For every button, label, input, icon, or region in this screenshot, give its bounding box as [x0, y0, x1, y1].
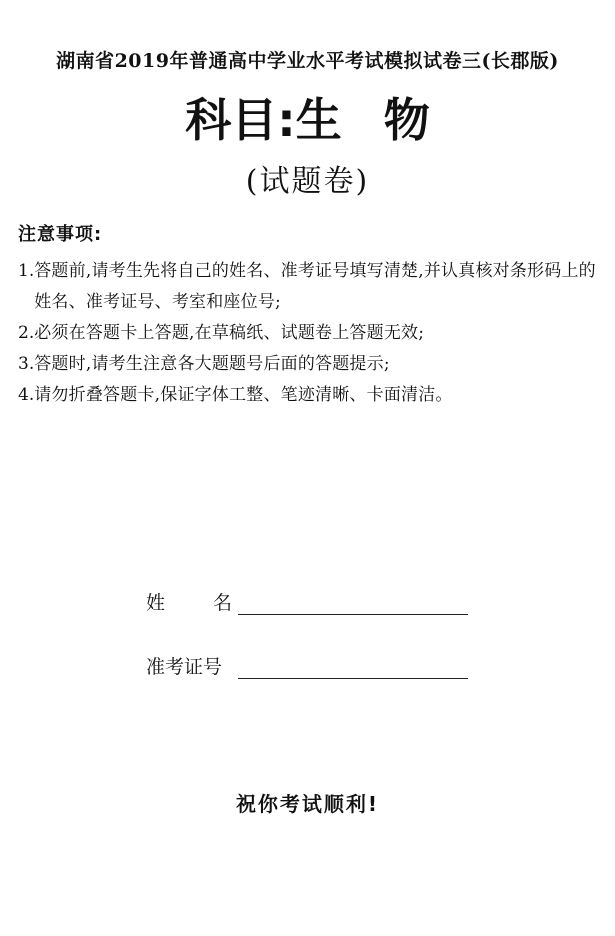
subject-line — [0, 92, 615, 148]
notice-item-text: 请勿折叠答题卡,保证字体工整、笔迹清晰、卡面清洁。 — [34, 385, 453, 405]
paper-type: (试题卷) — [245, 164, 370, 199]
notice-item-4 — [18, 380, 608, 411]
notice-item-text: 答题前,请考生先将自己的姓名、准考证号填写清楚,并认真核对条形码上的姓名、准考证号、考室和座位号; — [34, 261, 596, 312]
exam-id-blank-line[interactable] — [238, 656, 468, 679]
exam-title: 湖南省2019年普通高中学业水平考试模拟试卷三(长郡版) — [56, 50, 559, 72]
notice-list — [18, 256, 608, 411]
notice-item-text: 答题时,请考生注意各大题题号后面的答题提示; — [34, 354, 390, 374]
name-field — [146, 588, 468, 615]
subject-name-part1: 生 — [295, 93, 342, 147]
notice-item-number: 3. — [18, 354, 35, 374]
name-label: 姓名 — [146, 592, 281, 614]
name-blank-line[interactable] — [238, 592, 468, 615]
notice-heading: 注意事项: — [18, 224, 103, 245]
subject-name-part2: 物 — [383, 93, 430, 147]
notice-item-number: 2. — [18, 323, 35, 343]
exam-id-label: 准考证号 — [146, 656, 223, 678]
notice-item-3 — [18, 349, 608, 380]
notice-item-1 — [18, 256, 608, 318]
notice-item-number: 1. — [18, 261, 35, 281]
subject-label: 科目: — [185, 93, 296, 147]
notice-item-2 — [18, 318, 608, 349]
notice-item-text: 必须在答题卡上答题,在草稿纸、试题卷上答题无效; — [34, 323, 425, 343]
good-luck-message: 祝你考试顺利! — [235, 792, 380, 816]
notice-item-number: 4. — [18, 385, 35, 405]
exam-id-field — [146, 652, 468, 679]
